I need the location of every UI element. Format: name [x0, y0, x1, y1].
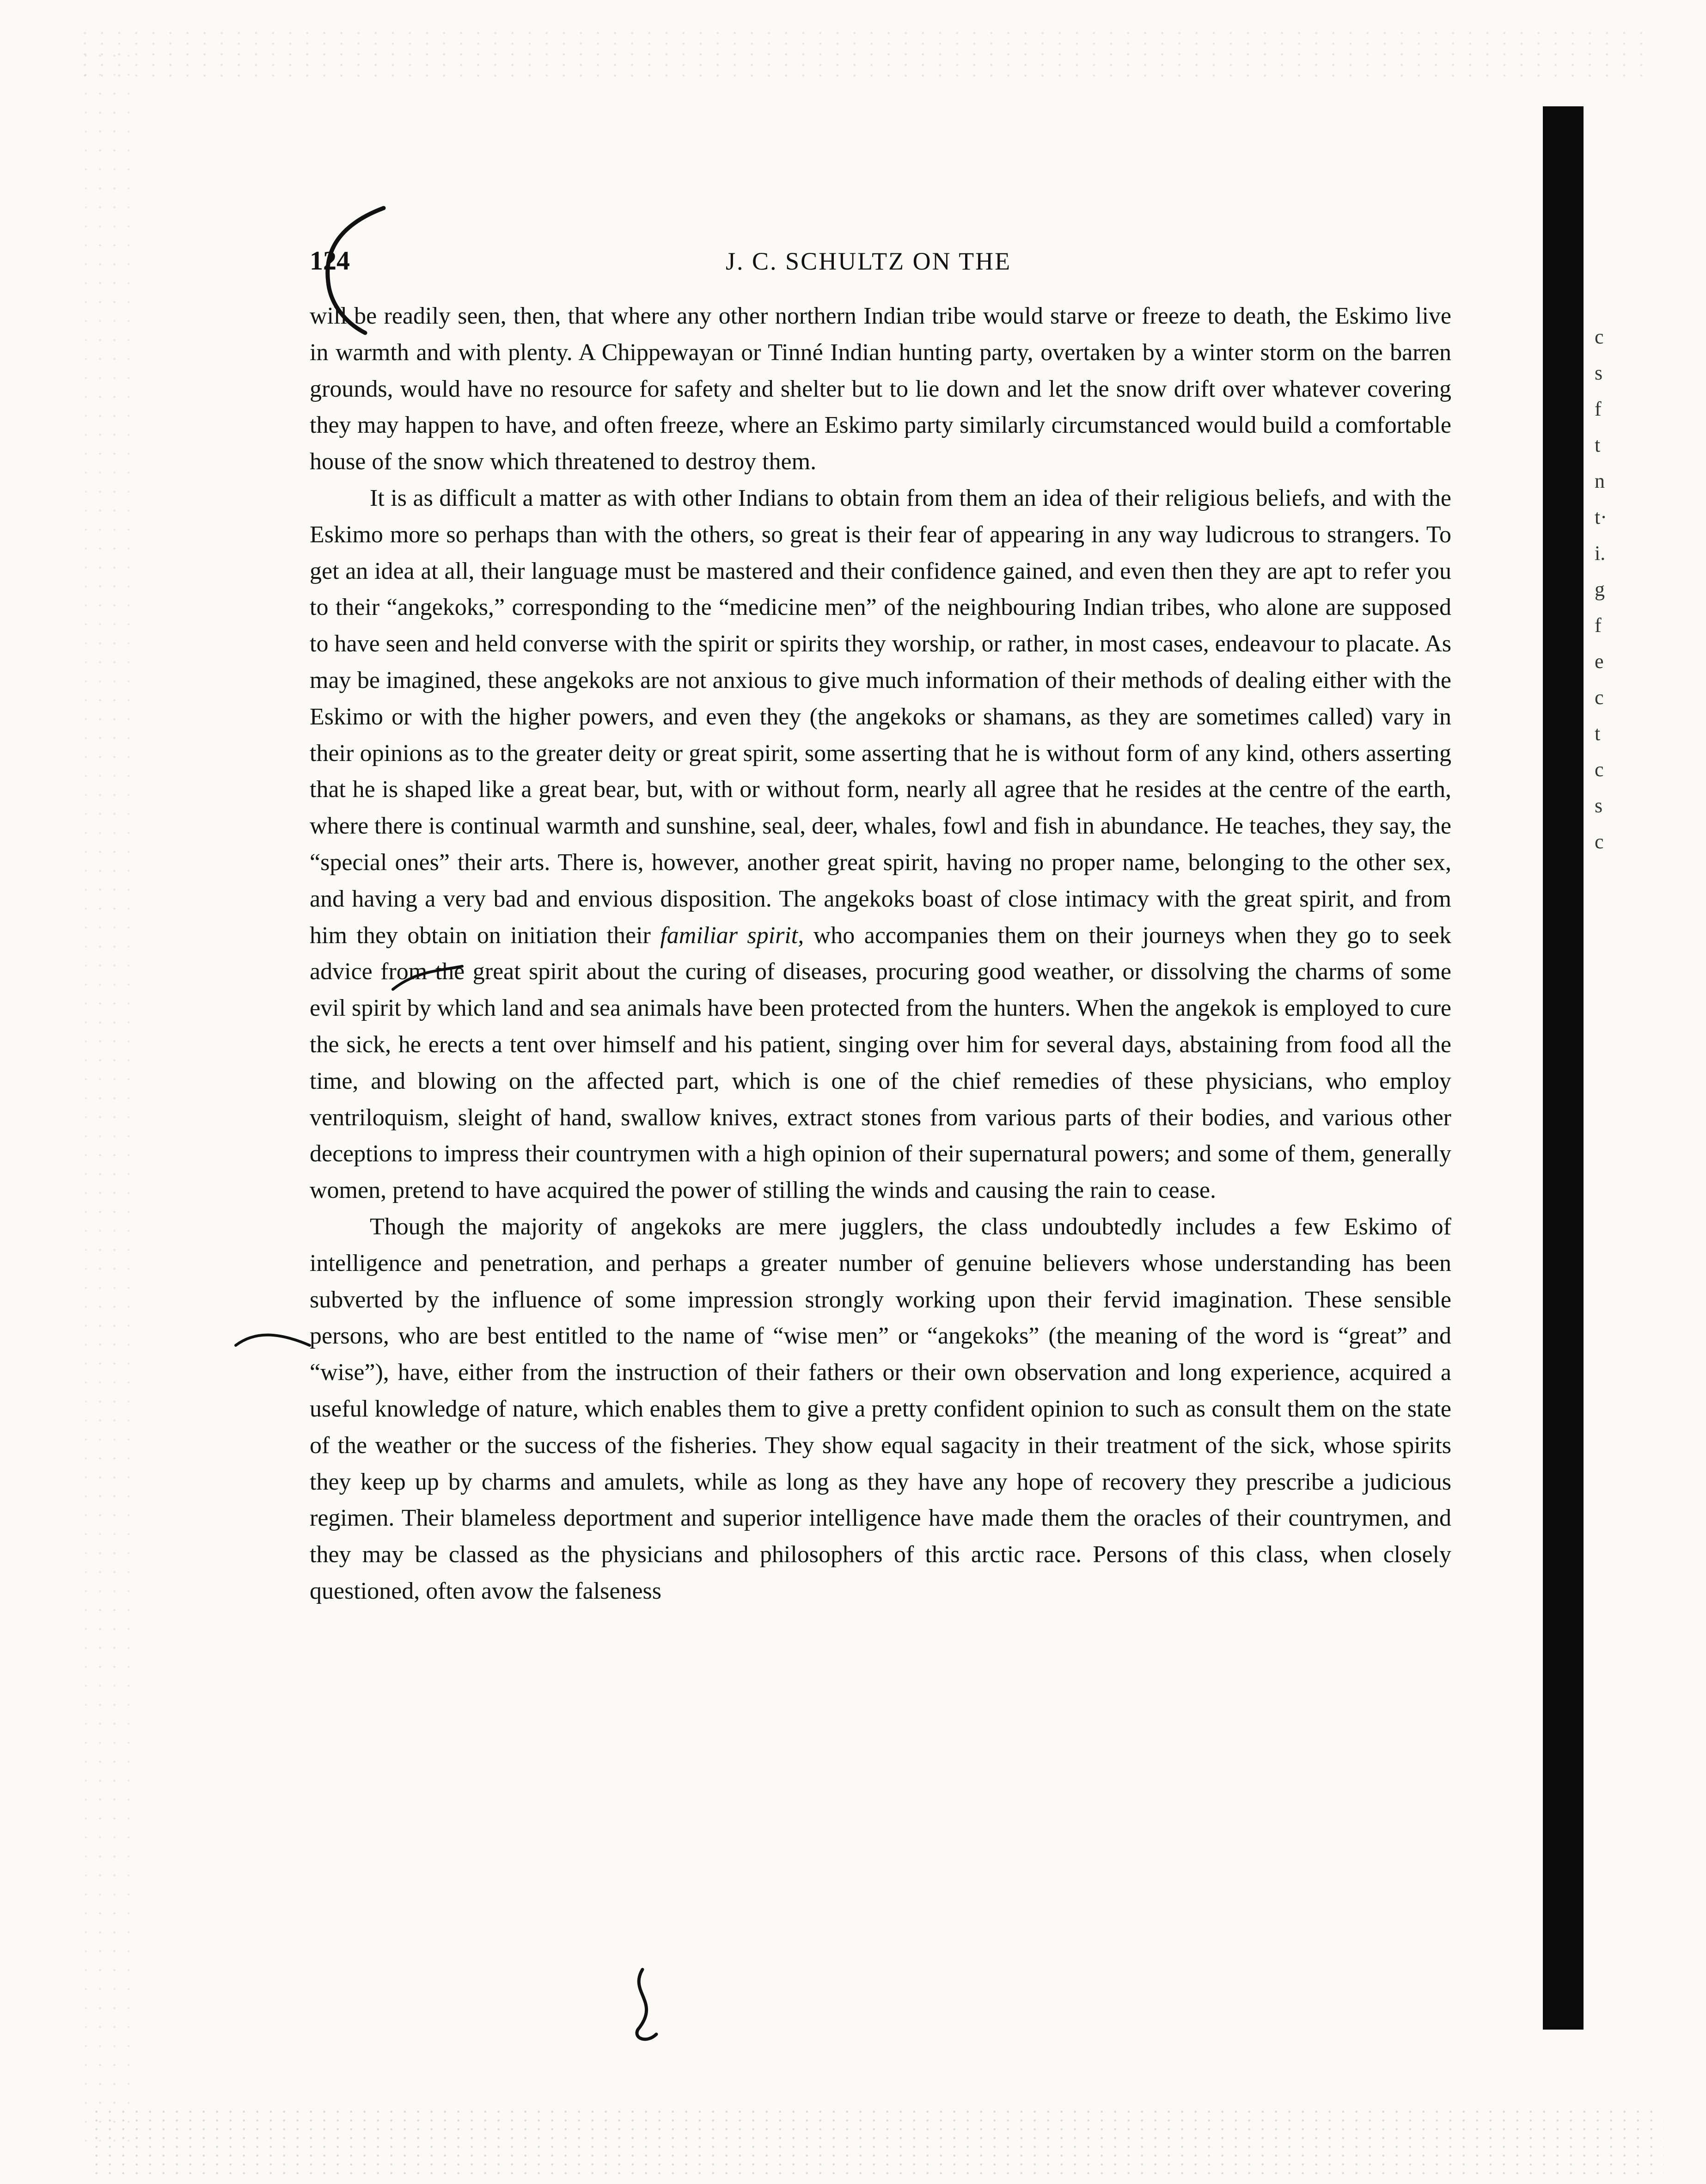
bleed-letter: s [1595, 362, 1603, 384]
paragraph-1: will be readily seen, then, that where any other northern Indian tribe would starve or freeze to death, the Eskimo live in warmth and with plenty. A Chippewayan or Tinné Indian hunting party, overtaken by a winter storm on the barren grounds, would have no resource for safety and shelter but to lie down and let the snow drift over whatever covering they may happen to have, and often freeze, where an Eskimo party similarly circumstanced would build a comfortable house of the snow which threatened to destroy them. [310, 303, 1451, 475]
paragraph-2 [310, 480, 1451, 1209]
bleed-letter: t· [1595, 506, 1607, 528]
bleed-letter: n [1595, 470, 1605, 492]
scan-noise-left [79, 46, 129, 2150]
bleed-letter: f [1595, 614, 1602, 637]
page-number: 124 [310, 245, 350, 276]
bleed-letter: f [1595, 398, 1602, 420]
bleed-letter: c [1595, 830, 1604, 853]
bleed-letter: e [1595, 650, 1604, 673]
bleed-letter: c [1595, 686, 1604, 709]
bleed-letter: g [1595, 578, 1605, 601]
bleed-letter: t [1595, 434, 1601, 456]
paragraph-2-continued: who accompanies them on their journeys when they go to seek advice from the great spirit about the curing of diseases, procuring good weather, or dissolving the charms of some evil spirit by which land and sea animals have been protected from the hunters. When the angekok is employed to cure the sick, he erects a tent over himself and his patient, singing over him for several days, abstaining from food all the time, and blowing on the affected part, which is one of the chief remedies of these physicians, who employ ventriloquism, sleight of hand, swallow knives, extract stones from various parts of their bodies, and various other deceptions to impress their countrymen with a high opinion of their supernatural powers; and some of them, generally women, pretend to have acquired the power of stilling the winds and causing the rain to cease. [310, 922, 1452, 1204]
scan-noise-top [83, 28, 1655, 83]
body-text [310, 298, 1451, 2000]
pencil-dash-mark [231, 1327, 314, 1355]
running-head: J. C. SCHULTZ ON THE [726, 247, 1012, 275]
bleed-letter: s [1595, 794, 1603, 817]
scan-edge-bar [1543, 106, 1584, 2030]
paragraph-2-text: It is as difficult a matter as with other Indians to obtain from them an idea of their religious beliefs, and with the Eskimo more so perhaps than with the others, so great is their fear of appearing in any way ludicrous to strangers. To get an idea at all, their language must be mastered and their confidence gained, and even then they are apt to refer you to their “angekoks,” corresponding to the “medicine men” of the neighbouring Indian tribes, who alone are supposed to have seen and held converse with the spirit or spirits they worship, or rather, in most cases, endeavour to placate. As may be imagined, these angekoks are not anxious to give much information of their methods of dealing either with the Eskimo or with the higher powers, and even they (the angekoks or shamans, as they are sometimes called) vary in their opinions as to the greater deity or great spirit, some asserting that he is without form of any kind, others asserting that he is shaped like a great bear, but, with or without form, nearly all agree that he resides at the centre of the earth, where there is continual warmth and sunshine, seal, deer, whales, fowl and fish in abundance. He teaches, they say, the “special ones” their arts. There is, however, another great spirit, having no proper name, belonging to the other sex, and having a very bad and envious disposition. The angekoks boast of close intimacy with the great spirit, and from him they obtain on initiation their [310, 485, 1451, 949]
bleed-letter: c [1595, 325, 1604, 348]
italic-phrase: familiar spirit, [660, 922, 804, 949]
page-header [310, 245, 1447, 282]
bleed-letter: i. [1595, 542, 1606, 564]
bleed-letter: c [1595, 758, 1604, 781]
paragraph-3: Though the majority of angekoks are mere jugglers, the class undoubtedly includes a few Eskimo of intelligence and penetration, and perhaps a greater number of genuine believers whose understanding has been subverted by the influence of some impression strongly working upon their fervid imagination. These sensible persons, who are best entitled to the name of “wise men” or “angekoks” (the meaning of the word is “great” and “wise”), have, either from the instruction of their fathers or their own observation and long experience, acquired a useful knowledge of nature, which enables them to give a pretty confident opinion to such as consult them on the state of the weather or the success of the fisheries. They show equal sagacity in their treatment of the sick, whose spirits they keep up by charms and amulets, while as long as they have any hope of recovery they prescribe a judicious regimen. Their blameless deportment and superior intelligence have made them the oracles of their countrymen, and they may be classed as the physicians and philosophers of this arctic race. Persons of this class, when closely questioned, often avow the falseness [310, 1213, 1451, 1604]
bleed-letter: t [1595, 722, 1601, 745]
adjacent-page-bleed [1595, 319, 1696, 1059]
scan-noise-bottom [92, 2108, 1664, 2178]
